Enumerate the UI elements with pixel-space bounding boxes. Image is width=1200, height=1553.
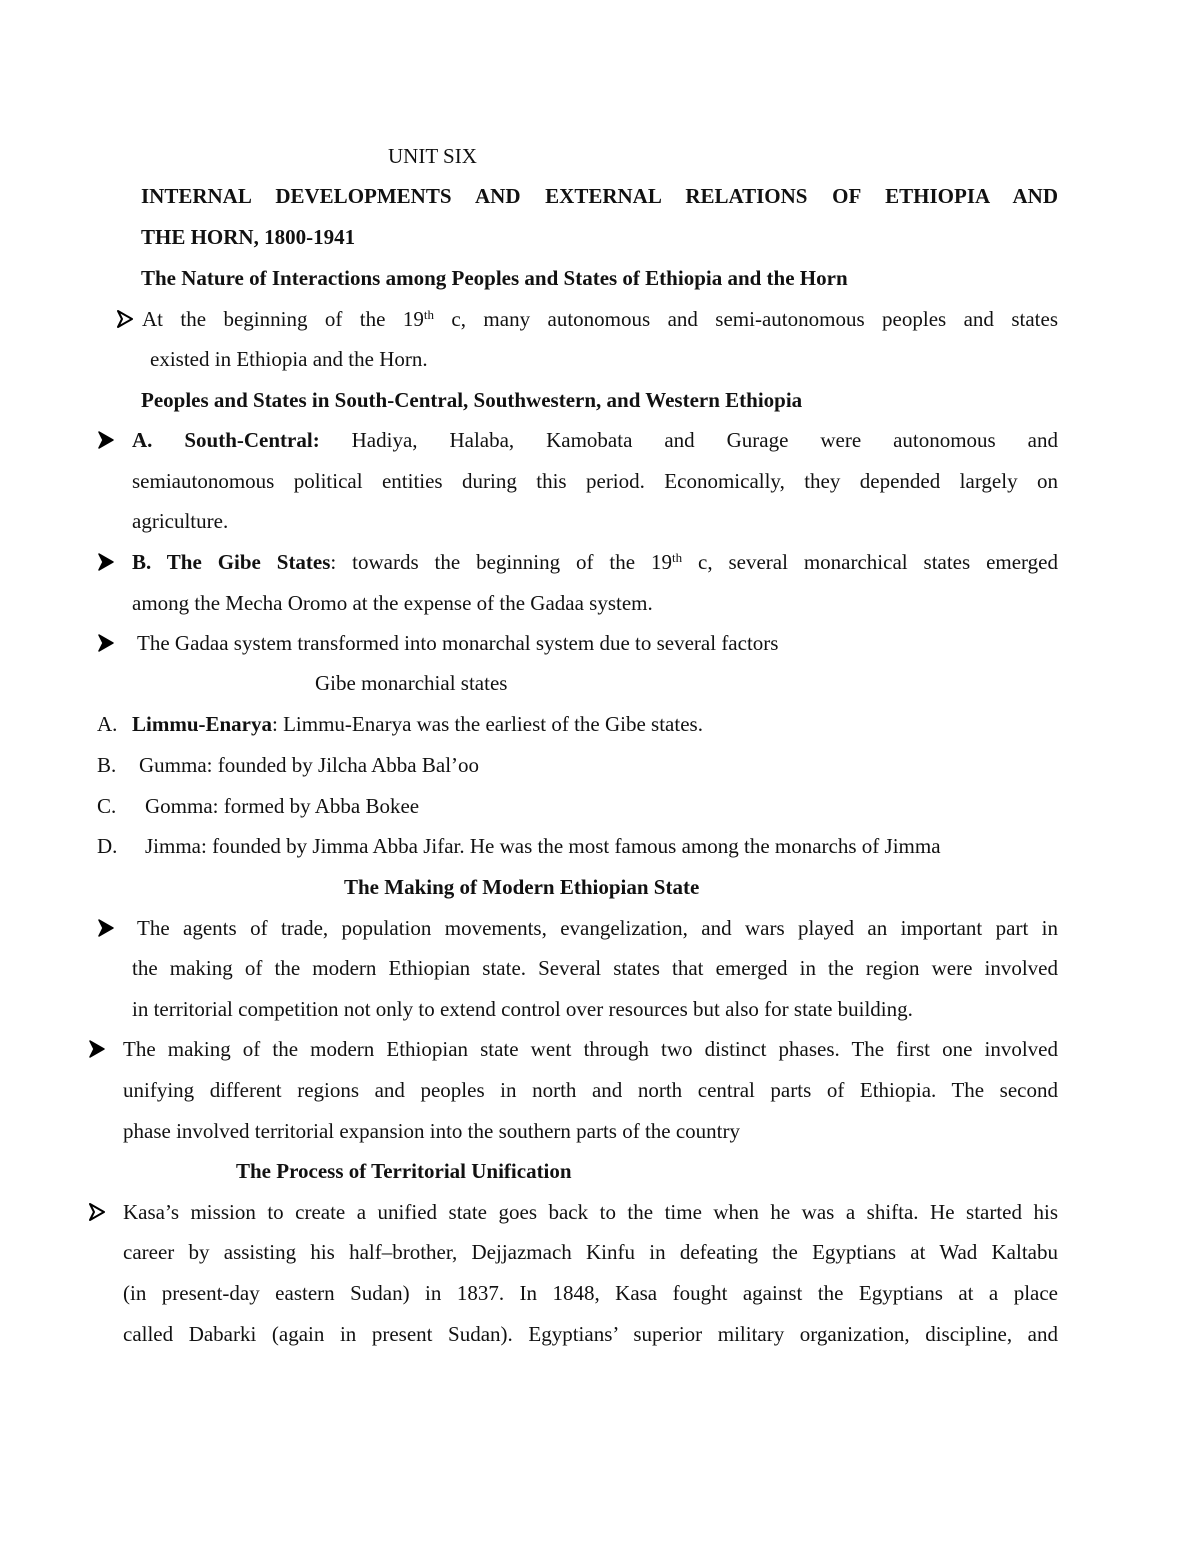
paragraph-19th-century-line-1: At the beginning of the 19th c, many autonomous and semi-autonomous peoples and states xyxy=(142,307,1059,331)
arrowhead-bullet-icon xyxy=(89,1039,105,1059)
gadaa-transformation-line: The Gadaa system transformed into monarchal system due to several factors xyxy=(137,631,779,655)
list-item-text: Jimma: founded by Jimma Abba Jifar. He was the most famous among the monarchs of Jimma xyxy=(145,834,941,858)
south-central-line-1: A. South-Central: Hadiya, Halaba, Kamobata and Gurage were autonomous and xyxy=(132,428,1058,452)
main-heading-line-1: INTERNAL DEVELOPMENTS AND EXTERNAL RELATIONS OF ETHIOPIA AND xyxy=(141,184,1058,208)
list-item-text: Limmu-Enarya: Limmu-Enarya was the earliest of the Gibe states. xyxy=(132,712,703,736)
arrowhead-bullet-icon xyxy=(98,633,114,653)
arrowhead-bullet-icon xyxy=(98,552,114,572)
section-heading-modern-state: The Making of Modern Ethiopian State xyxy=(344,875,700,899)
phases-paragraph-line-2: unifying different regions and peoples in north and north central parts of Ethiopia. The second xyxy=(123,1078,1058,1102)
kasa-paragraph-line-2: career by assisting his half–brother, Dejjazmach Kinfu in defeating the Egyptians at Wad Kaltabu xyxy=(123,1240,1058,1264)
gibe-states-line-1: B. The Gibe States: towards the beginning of the 19th c, several monarchical states emerged xyxy=(132,550,1058,574)
south-central-line-3: agriculture. xyxy=(132,509,229,533)
kasa-paragraph-line-3: (in present-day eastern Sudan) in 1837. In 1848, Kasa fought against the Egyptians at a place xyxy=(123,1281,1058,1305)
agents-paragraph-line-2: the making of the modern Ethiopian state. Several states that emerged in the region were involved xyxy=(132,956,1058,980)
gibe-states-line-2: among the Mecha Oromo at the expense of the Gadaa system. xyxy=(132,591,653,615)
gibe-monarchial-states-subtitle: Gibe monarchial states xyxy=(315,671,508,695)
south-central-line-2: semiautonomous political entities during this period. Economically, they depended largely on xyxy=(132,469,1058,493)
arrowhead-bullet-icon xyxy=(89,1202,105,1222)
kasa-paragraph-line-1: Kasa’s mission to create a unified state goes back to the time when he was a shifta. He started his xyxy=(123,1200,1058,1224)
list-marker: A. xyxy=(97,712,118,736)
list-marker: D. xyxy=(97,834,118,858)
agents-paragraph-line-3: in territorial competition not only to extend control over resources but also for state building. xyxy=(132,997,913,1021)
list-item-text: Gumma: founded by Jilcha Abba Bal’oo xyxy=(139,753,480,777)
section-heading-peoples-and-states: Peoples and States in South-Central, Southwestern, and Western Ethiopia xyxy=(141,388,803,412)
kasa-paragraph-line-4: called Dabarki (again in present Sudan). Egyptians’ superior military organization, discipline, and xyxy=(123,1322,1058,1346)
arrowhead-bullet-icon xyxy=(117,309,133,329)
phases-paragraph-line-1: The making of the modern Ethiopian state went through two distinct phases. The first one involved xyxy=(123,1037,1058,1061)
list-marker: C. xyxy=(97,794,117,818)
main-heading-line-2: THE HORN, 1800-1941 xyxy=(141,225,356,249)
list-marker: B. xyxy=(97,753,117,777)
section-heading-interactions: The Nature of Interactions among Peoples and States of Ethiopia and the Horn xyxy=(141,266,848,290)
agents-paragraph-line-1: The agents of trade, population movements, evangelization, and wars played an important part in xyxy=(137,916,1058,940)
section-heading-territorial-unification: The Process of Territorial Unification xyxy=(236,1159,572,1183)
arrowhead-bullet-icon xyxy=(98,918,114,938)
list-item-text: Gomma: formed by Abba Bokee xyxy=(145,794,420,818)
arrowhead-bullet-icon xyxy=(98,430,114,450)
paragraph-19th-century-line-2: existed in Ethiopia and the Horn. xyxy=(150,347,428,371)
phases-paragraph-line-3: phase involved territorial expansion into the southern parts of the country xyxy=(123,1119,741,1143)
unit-title: UNIT SIX xyxy=(388,144,477,168)
